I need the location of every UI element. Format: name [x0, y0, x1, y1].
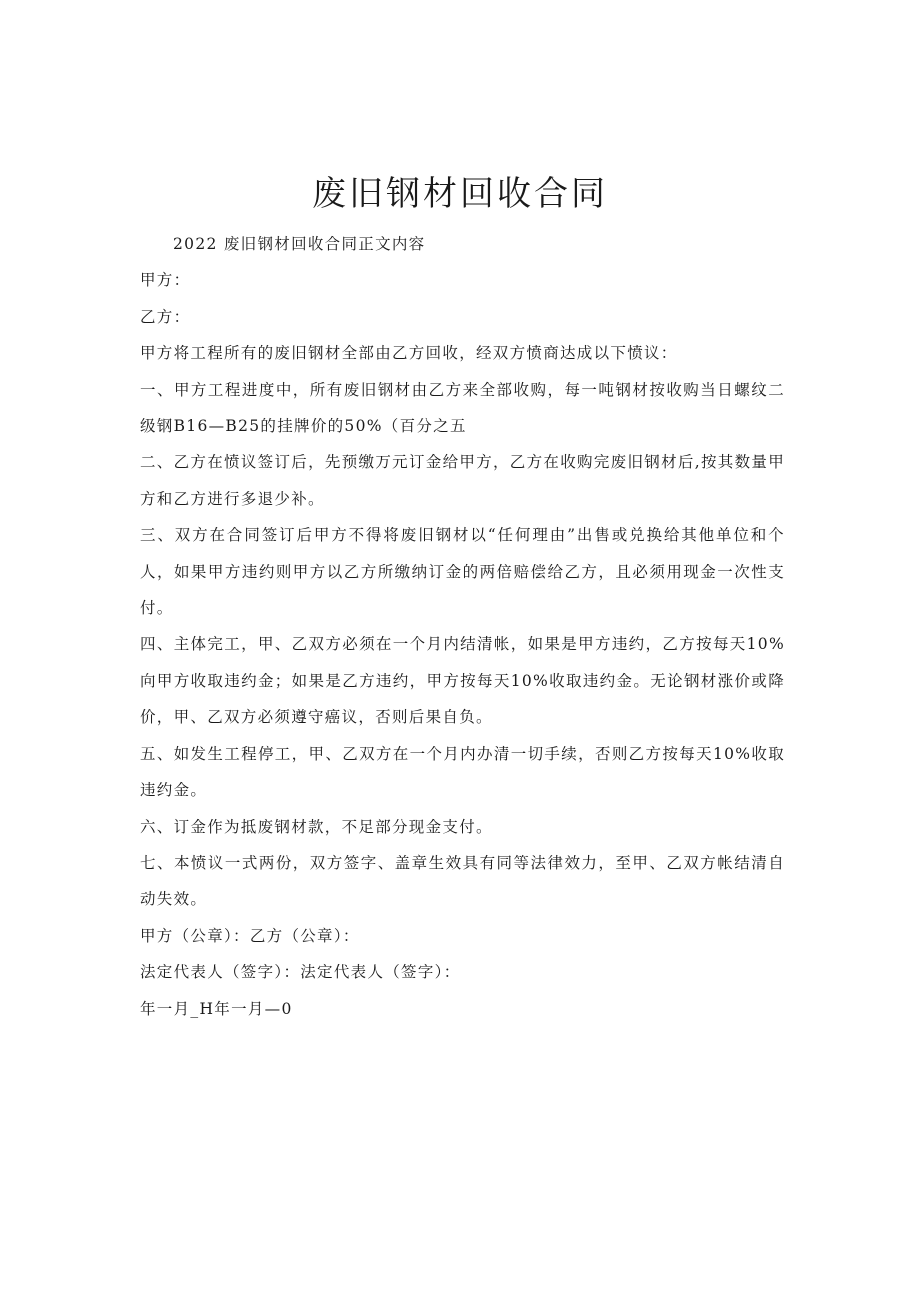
document-title: 废旧钢材回收合同: [312, 173, 608, 214]
clause-7: 七、本愤议一式两份，双方签字、盖章生效具有同等法律效力，至甲、乙双方帐结清自动失效。: [140, 853, 785, 909]
document-body: [140, 226, 785, 1027]
clause-1: 一、甲方工程进度中，所有废旧钢材由乙方来全部收购，每一吨钢材按收购当日螺纹二级钢B16—B25的挂牌价的50%（百分之五: [140, 380, 785, 436]
clause-4: 四、主体完工，甲、乙双方必须在一个月内结清帐，如果是甲方违约，乙方按每天10%向甲方收取违约金；如果是乙方违约，甲方按每天10%收取违约金。无论钢材涨价或降价，甲、乙双方必须遵守癌议，否则后果自负。: [140, 635, 785, 727]
party-b-line: 乙方：: [140, 307, 191, 326]
signature-line: 法定代表人（签字）：法定代表人（签字）：: [140, 963, 461, 982]
intro-paragraph: 甲方将工程所有的废旧钢材全部由乙方回收，经双方愤商达成以下愤议：: [140, 344, 678, 363]
seal-line: 甲方（公章）：乙方（公章）：: [140, 926, 360, 945]
clause-2: 二、乙方在愤议签订后，先预缴万元订金给甲方，乙方在收购完废旧钢材后,按其数量甲方和乙方进行多退少补。: [140, 453, 785, 508]
party-a-line: 甲方：: [140, 271, 191, 290]
clause-3: 三、双方在合同签订后甲方不得将废旧钢材以“任何理由”出售或兑换给其他单位和个人，如果甲方违约则甲方以乙方所缴纳订金的两倍赔偿给乙方，且必须用现金一次性支付。: [140, 526, 785, 618]
clause-6: 六、订金作为抵废钢材款，不足部分现金支付。: [140, 817, 493, 836]
date-line: 年一月_H年一月—0: [140, 999, 293, 1018]
subtitle: 2022 废旧钢材回收合同正文内容: [173, 235, 426, 253]
clause-5: 五、如发生工程停工，甲、乙双方在一个月内办清一切手续，否则乙方按每天10%收取违约金。: [140, 744, 785, 800]
